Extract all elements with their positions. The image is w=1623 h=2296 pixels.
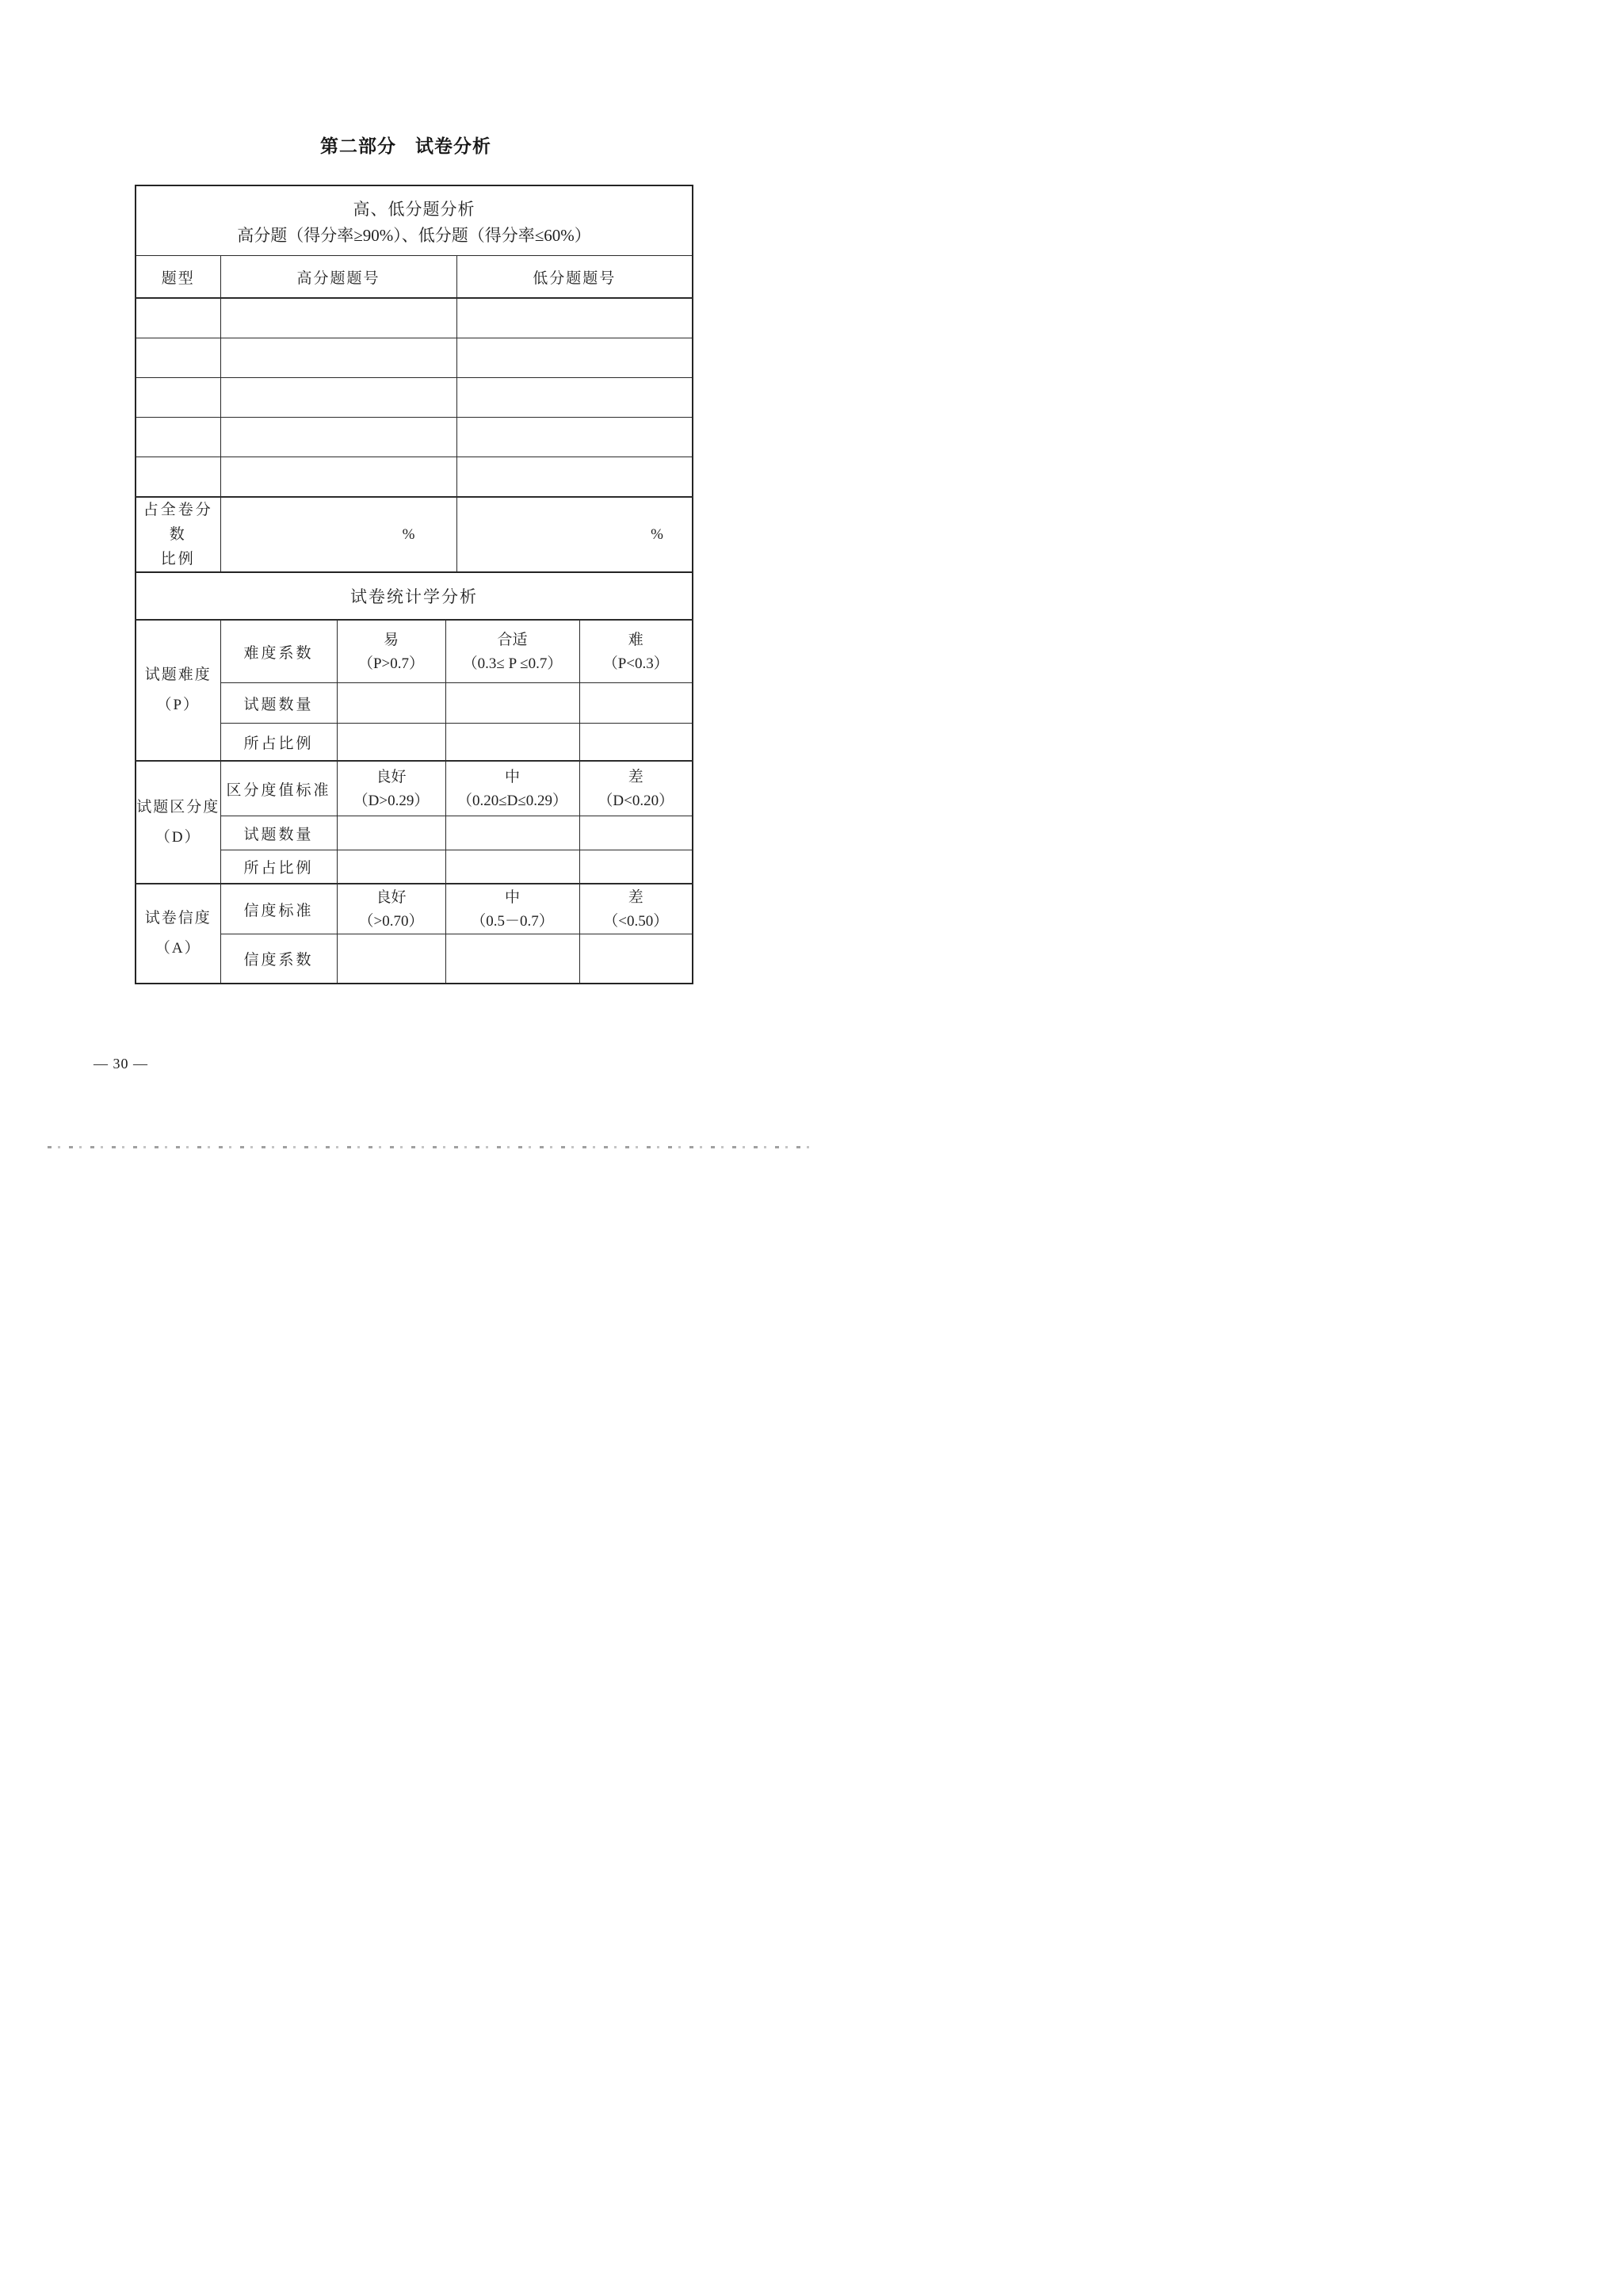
reliability-level-good: 良好 （>0.70） bbox=[337, 884, 445, 934]
table1-title-row bbox=[136, 185, 693, 256]
blank-cell bbox=[136, 457, 220, 498]
discrimination-group-line2: （D） bbox=[155, 828, 201, 846]
difficulty-group-label bbox=[136, 620, 220, 761]
discrimination-group-line1: 试题区分度 bbox=[136, 798, 220, 816]
blank-cell bbox=[337, 934, 445, 984]
blank-cell bbox=[579, 724, 693, 762]
discrimination-ratio-label: 所占比例 bbox=[220, 850, 337, 884]
difficulty-group-line1: 试题难度 bbox=[144, 667, 212, 683]
reliability-group-label bbox=[136, 884, 220, 984]
difficulty-header-row bbox=[136, 620, 693, 683]
reliability-coefficient-label: 信度系数 bbox=[220, 934, 337, 984]
discrimination-level-poor: 差 （D<0.20） bbox=[579, 761, 693, 816]
blank-cell bbox=[220, 298, 456, 338]
reliability-group-line1: 试卷信度 bbox=[144, 910, 212, 926]
score-share-label-line2: 比例 bbox=[160, 551, 196, 567]
blank-cell bbox=[445, 816, 579, 850]
score-share-label bbox=[136, 497, 220, 572]
blank-cell bbox=[337, 724, 445, 762]
blank-cell bbox=[337, 816, 445, 850]
table2-title-cell: 试卷统计学分析 bbox=[136, 572, 693, 620]
blank-cell bbox=[337, 683, 445, 724]
difficulty-count-label: 试题数量 bbox=[220, 683, 337, 724]
page-number: — 30 — bbox=[94, 1056, 148, 1072]
blank-cell bbox=[579, 683, 693, 724]
col-header-high-score-numbers: 高分题题号 bbox=[220, 256, 456, 299]
blank-cell bbox=[136, 298, 220, 338]
difficulty-level-easy: 易 （P>0.7） bbox=[337, 620, 445, 683]
blank-cell bbox=[136, 338, 220, 378]
blank-cell bbox=[456, 378, 693, 418]
discrimination-level-good: 良好 （D>0.29） bbox=[337, 761, 445, 816]
difficulty-ratio-label: 所占比例 bbox=[220, 724, 337, 762]
blank-cell bbox=[445, 683, 579, 724]
blank-cell bbox=[337, 850, 445, 884]
difficulty-level-hard: 难 （P<0.3） bbox=[579, 620, 693, 683]
reliability-header-row bbox=[136, 884, 693, 934]
blank-cell bbox=[456, 338, 693, 378]
col-header-question-type: 题型 bbox=[136, 256, 220, 299]
low-score-percent-cell: % bbox=[456, 497, 693, 572]
blank-cell bbox=[220, 418, 456, 457]
blank-cell bbox=[456, 418, 693, 457]
blank-cell bbox=[456, 298, 693, 338]
discrimination-criteria-label: 区分度值标准 bbox=[220, 761, 337, 816]
col-header-low-score-numbers: 低分题题号 bbox=[456, 256, 693, 299]
table1-blank-row bbox=[136, 338, 693, 378]
blank-cell bbox=[456, 457, 693, 498]
difficulty-criteria-label: 难度系数 bbox=[220, 620, 337, 683]
table1-title-line1: 高、低分题分析 bbox=[353, 199, 475, 219]
high-low-analysis-table bbox=[135, 185, 693, 573]
difficulty-group-line2: （P） bbox=[156, 697, 200, 713]
blank-cell bbox=[220, 338, 456, 378]
reliability-level-poor: 差 （<0.50） bbox=[579, 884, 693, 934]
blank-cell bbox=[579, 850, 693, 884]
table1-header-row bbox=[136, 256, 693, 299]
blank-cell bbox=[220, 457, 456, 498]
statistics-table bbox=[135, 571, 693, 984]
discrimination-group-label bbox=[136, 761, 220, 884]
difficulty-level-moderate: 合适 （0.3≤ P ≤0.7） bbox=[445, 620, 579, 683]
reliability-criteria-label: 信度标准 bbox=[220, 884, 337, 934]
discrimination-header-row bbox=[136, 761, 693, 816]
table1-blank-row bbox=[136, 418, 693, 457]
discrimination-level-medium: 中 （0.20≤D≤0.29） bbox=[445, 761, 579, 816]
discrimination-count-label: 试题数量 bbox=[220, 816, 337, 850]
high-score-percent-cell: % bbox=[220, 497, 456, 572]
blank-cell bbox=[579, 816, 693, 850]
table1-footer-row bbox=[136, 497, 693, 572]
reliability-group-line2: （A） bbox=[155, 940, 201, 957]
blank-cell bbox=[579, 934, 693, 984]
blank-cell bbox=[220, 378, 456, 418]
page-title: 第二部分 试卷分析 bbox=[320, 136, 491, 156]
table2-title-row bbox=[136, 572, 693, 620]
table1-blank-row bbox=[136, 298, 693, 338]
blank-cell bbox=[445, 934, 579, 984]
reliability-level-medium: 中 （0.5－0.7） bbox=[445, 884, 579, 934]
table1-blank-row bbox=[136, 457, 693, 498]
table1-title-line2: 高分题（得分率≥90%）、低分题（得分率≤60%） bbox=[237, 225, 591, 245]
table1-blank-row bbox=[136, 378, 693, 418]
blank-cell bbox=[136, 378, 220, 418]
blank-cell bbox=[136, 418, 220, 457]
scan-artifact-line bbox=[48, 1146, 812, 1148]
score-share-label-line1: 占全卷分数 bbox=[143, 502, 213, 543]
table1-title-cell bbox=[136, 185, 693, 256]
blank-cell bbox=[445, 850, 579, 884]
blank-cell bbox=[445, 724, 579, 762]
